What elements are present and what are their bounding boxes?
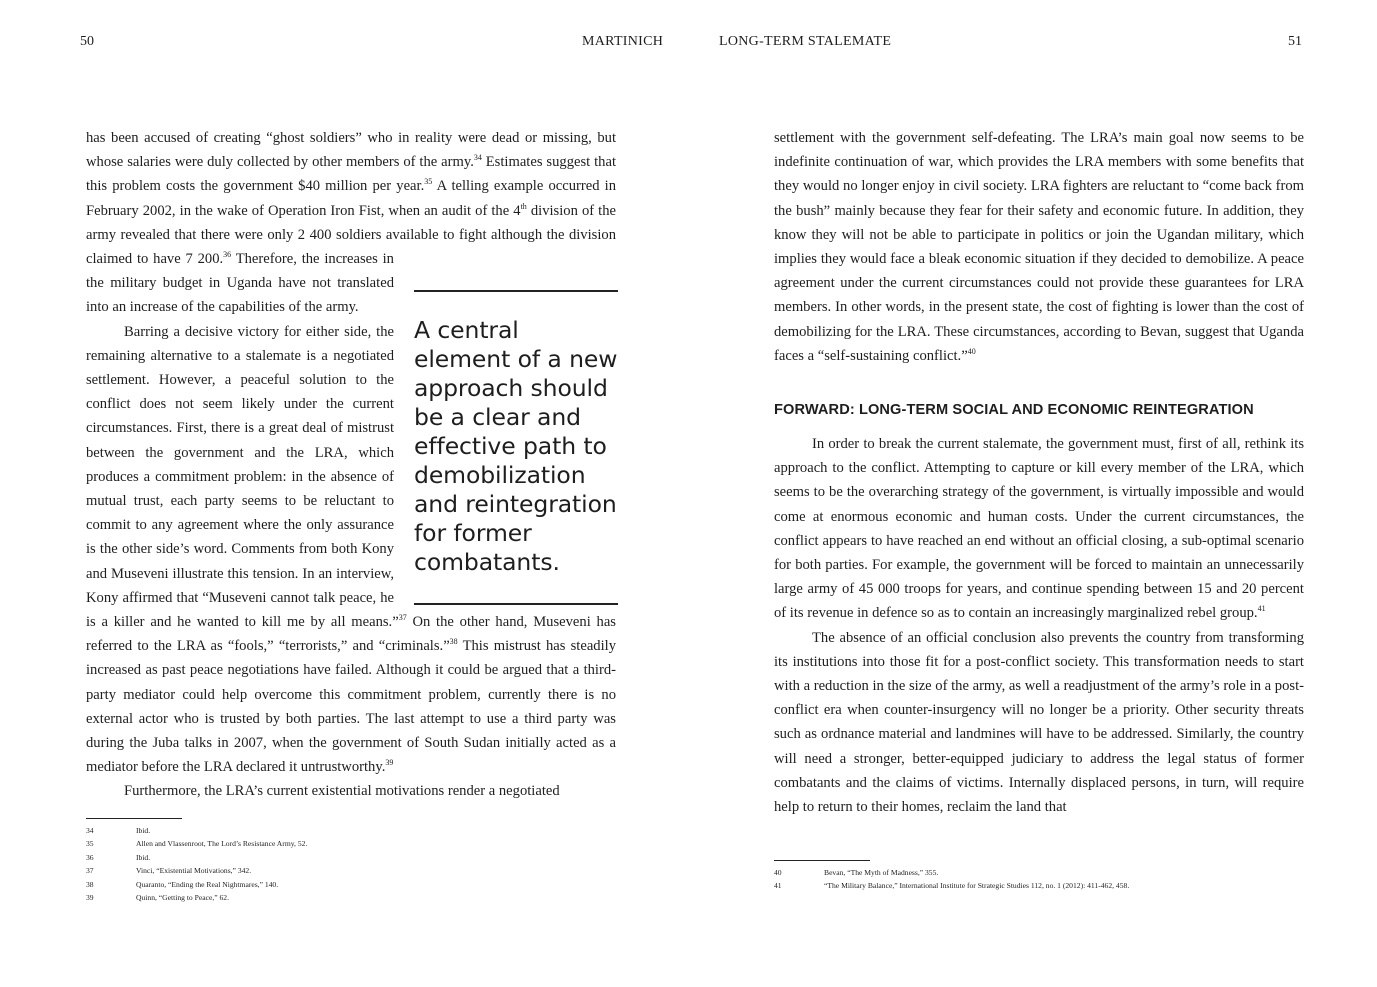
footnote-ref-36: 36 [223, 250, 232, 260]
running-head-author: MARTINICH [582, 34, 664, 49]
footnote: 40 Bevan, “The Myth of Madness,” 355. [774, 868, 939, 877]
footnote: 41 “The Military Balance,” International Institute for Strategic Studies 112, no. 1 (2012): 411-462, 458. [774, 881, 1130, 891]
left-paragraph-1: has been accused of creating “ghost soldiers” who in reality were dead or missing, but whose salaries were duly collected by other members of the army.$^{34}$ Estimates suggest that this problem costs the government $40 million per year.$^{35}$ A telling example occurred in February 2002, in the wake of Operation Iron Fist, when an audit of the 4th division of the army revealed that there were only 2 400 soldiers available to fight although the division claimed to have 7 200.36 Therefore, the increases in the military budget in Uganda have not translated into an increase of the capabilities of the army. [86, 130, 616, 316]
footnote: 34 Ibid. [86, 826, 151, 835]
right-page [688, 0, 1377, 987]
page-number-right: 51 [1288, 34, 1302, 49]
pull-quote-bottom-rule [414, 603, 618, 605]
footnote-ref-39: 39 [385, 758, 394, 768]
right-paragraph-2: In order to break the current stalemate, the government must, first of all, rethink its approach to the conflict. Attempting to capture or kill every member of the LRA, which seems to be the overarching strategy of the government, is virtually impossible and would come at enormous economic and human costs. Under the current circumstances, the conflict appears to have reached an end without an official closing, a sub-optimal scenario for both parties. For example, the government will be forced to maintain an unnecessarily large army of 45 000 troops for years, and continue spending between 15 and 20 percent of its revenue in defence so as to contain an increasingly marginalized rebel group.$^{41}$ [774, 436, 1304, 622]
footnote: 37 Vinci, “Existential Motivations,” 342. [86, 866, 252, 876]
page-number-left: 50 [80, 34, 94, 49]
footnote-divider [86, 818, 182, 819]
footnote: 35 Allen and Vlassenroot, The Lord’s Resistance Army, 52. [86, 839, 308, 849]
footnote: 36 Ibid. [86, 852, 151, 862]
right-body-text-top [774, 126, 1304, 368]
footnote-ref-40: 40 [967, 346, 976, 356]
footnote: 39 Quinn, “Getting to Peace,” 62. [86, 893, 229, 903]
footnote-ref-37: 37 [398, 613, 407, 623]
footnote-ref-38: 38 [449, 637, 458, 647]
left-paragraph-3: Furthermore, the LRA’s current existential motivations render a negotiated [124, 783, 560, 800]
ordinal-suffix: th [520, 201, 527, 211]
footnote-ref-34: 34 [473, 153, 482, 163]
footnote: 38 Quaranto, “Ending the Real Nightmares,” 140. [86, 879, 279, 889]
running-head-title: LONG-TERM STALEMATE [719, 34, 892, 49]
footnote-ref-35: 35 [424, 177, 433, 187]
right-paragraph-3: The absence of an official conclusion also prevents the country from transforming its institutions into those fit for a post-conflict society. This transformation needs to start with a reduction in the size of the army, as well a readjustment of the army’s role in a post-conflict era when counter-insurgency will no longer be a priority. Other security threats such as ordnance material and landmines will have to be addressed. Similarly, the country will need a stronger, better-equipped judiciary to address the legal status of former combatants and the claims of victims. Internally displaced persons, in turn, will require help to return to their homes, reclaim the land that [774, 629, 1304, 816]
footnotes-right [774, 866, 1129, 893]
right-body-text-bottom [774, 432, 1304, 819]
footnotes-left [86, 824, 307, 904]
right-paragraph-1: settlement with the government self-defeating. The LRA’s main goal now seems to be indefinite continuation of war, which provides the LRA members with some benefits that they would no longer enjoy in civil society. LRA fighters are reluctant to “come back from the bush” mainly because they fear for their safety and economic future. In addition, they know they will not be able to participate in politics or join the Ugandan military, which implies they would face a bleak economic situation if they decided to demobilize. A peace agreement under the current circumstances could not provide these guarantees for LRA members. In other words, in the present state, the cost of fighting is lower than the cost of demobilizing for the LRA. These circumstances, according to Bevan, suggest that Uganda faces a “self-sustaining conflict.”$^{40}$ [774, 130, 1304, 364]
section-heading: FORWARD: LONG-TERM SOCIAL AND ECONOMIC REINTEGRATION [774, 402, 1254, 418]
pull-quote [414, 290, 618, 605]
pull-quote-text: A central element of a new approach should be a clear and effective path to demobilization and reintegration for former combatants. [414, 316, 618, 576]
footnote-ref-41: 41 [1257, 604, 1266, 614]
footnote-divider [774, 860, 870, 861]
left-paragraph-2: Barring a decisive victory for either side, the remaining alternative to a stalemate is a negotiated settlement. However, a peaceful solution to the conflict does not seem likely under the current circumstances. First, there is a great deal of mistrust between the government and the LRA, which produces a commitment problem: in the absence of mutual trust, each party seems to be reluctant to commit to any agreement where the only assurance is the other side’s word. Comments from both Kony and Museveni illustrate this tension. In an interview, Kony affirmed that “Museveni cannot talk peace, he is a killer and he wanted to kill me by all means.”$^{37}$ On the other hand, Museveni has referred to the LRA as “fools,” “terrorists,” and “criminals.”$^{38}$ This mistrust has steadily increased as past peace negotiations have failed. Although it could be argued that a third-party mediator could help overcome this commitment problem, currently there is no external actor who is trusted by both parties. The last attempt to use a third party was during the Juba talks in 2007, when the government of South Sudan initially acted as a mediator before the LRA declared it untrustworthy.$^{39}$ [86, 323, 616, 776]
